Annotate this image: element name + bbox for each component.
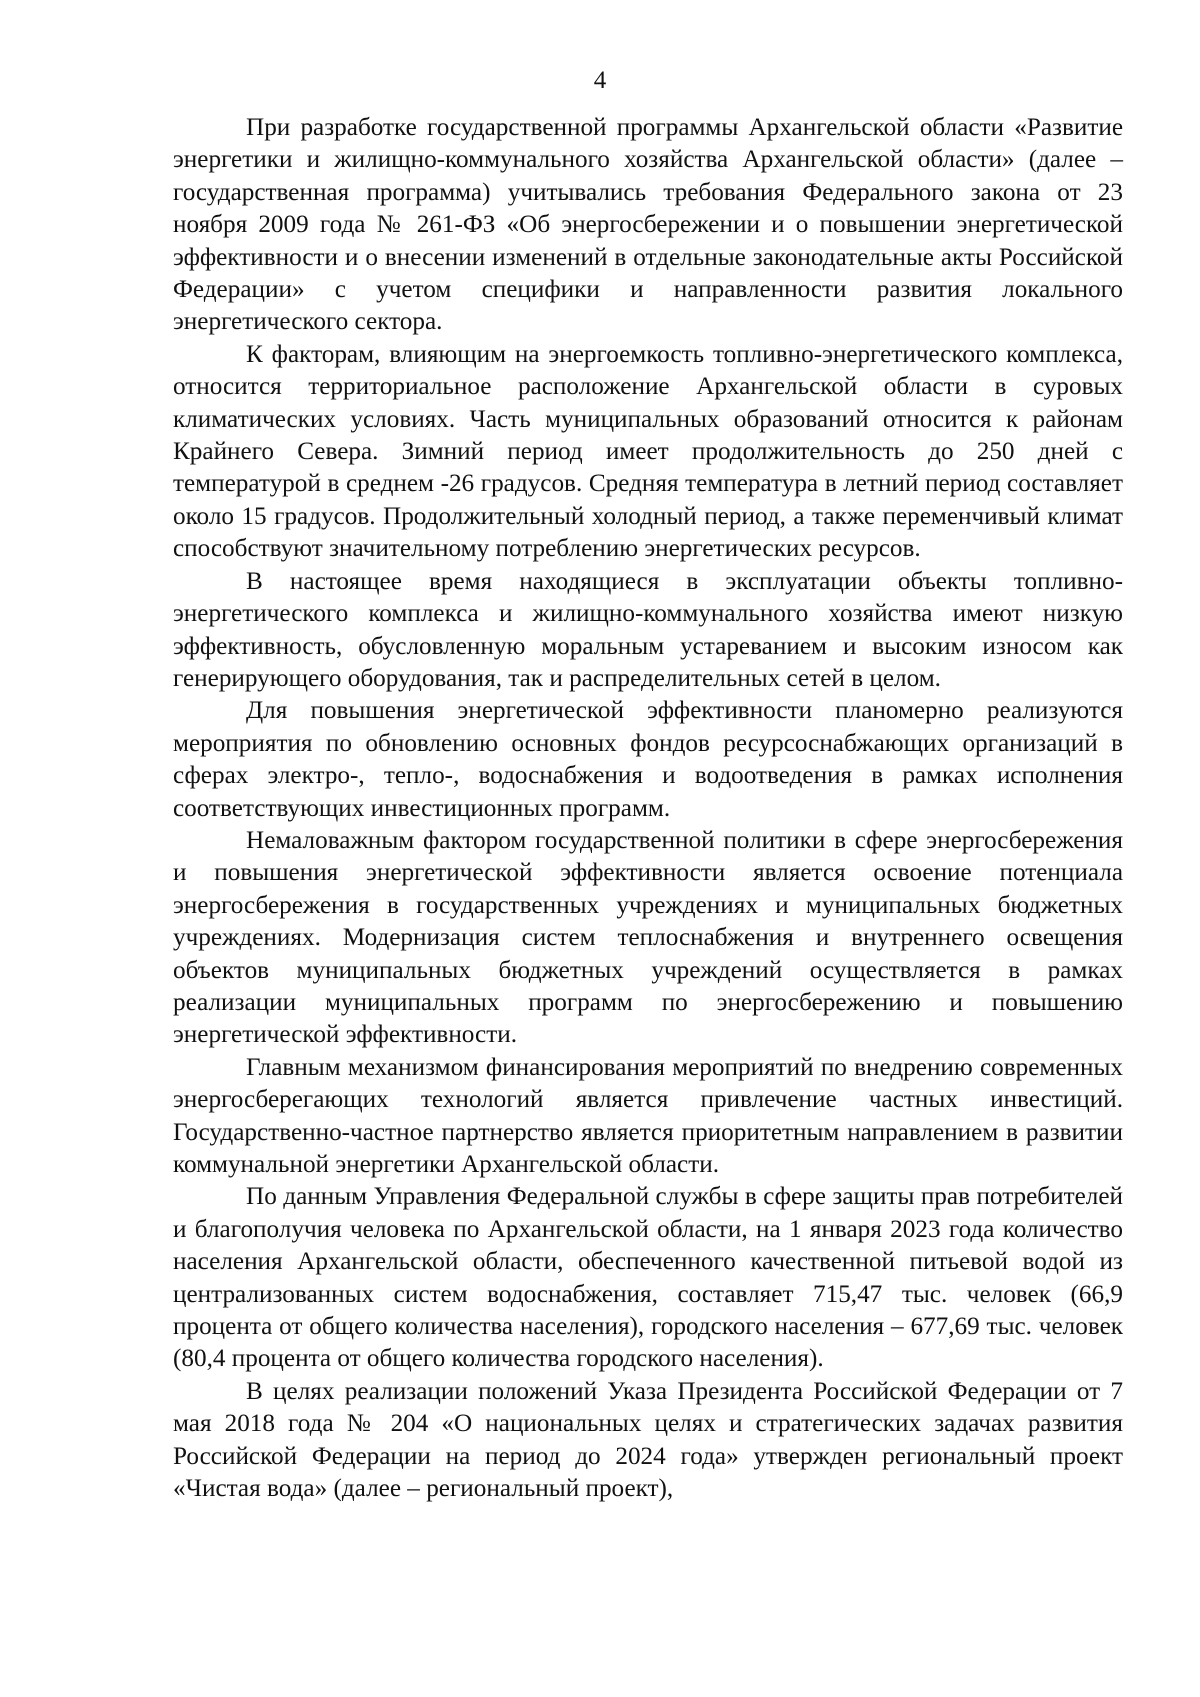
paragraph-infrastructure-wear: В настоящее время находящиеся в эксплуатации объекты топливно-энергетического комплекса и жилищно-коммунального хозяйства имеют низкую эффективность, обусловленную моральным устареванием и высоким износом как генерирующего оборудования, так и распределительных сетей в целом. — [173, 567, 1123, 692]
paragraph-efficiency-measures: Для повышения энергетической эффективности планомерно реализуются мероприятия по обновлению основных фондов ресурсоснабжающих организаций в сферах электро-, тепло-, водоснабжения и водоотведения в рамках исполнения соответствующих инвестиционных программ. — [173, 697, 1123, 822]
paragraph-climate-factors: К факторам, влияющим на энергоемкость топливно-энергетического комплекса, относится территориальное расположение Архангельской области в суровых климатических условиях. Часть муниципальных образований относится к районам Крайнего Севера. Зимний период имеет продолжительность до 250 дней с температурой в среднем -26 градусов. Средняя температура в летний период составляет около 15 градусов. Продолжительный холодный период, а также переменчивый климат способствуют значительному потреблению энергетических ресурсов. — [173, 340, 1123, 563]
paragraph-clean-water-project: В целях реализации положений Указа Президента Российской Федерации от 7 мая 2018 года № 204 «О национальных целях и стратегических задачах развития Российской Федерации на период до 2024 года» утвержден региональный проект «Чистая вода» (далее – региональный проект), — [173, 1377, 1123, 1503]
paragraph-financing-mechanism: Главным механизмом финансирования мероприятий по внедрению современных энергосберегающих технологий является привлечение частных инвестиций. Государственно-частное партнерство является приоритетным направлением в развитии коммунальной энергетики Архангельской области. — [173, 1053, 1123, 1178]
document-body — [173, 112, 1123, 1505]
paragraph-water-supply-data: По данным Управления Федеральной службы в сфере защиты прав потребителей и благополучия человека по Архангельской области, на 1 января 2023 года количество населения Архангельской области, обеспеченного качественной питьевой водой из централизованных систем водоснабжения, составляет 715,47 тыс. человек (66,9 процента от общего количества населения), городского населения – 677,69 тыс. человек (80,4 процента от общего количества городского населения). — [173, 1183, 1123, 1373]
page-number: 4 — [593, 67, 607, 94]
paragraph-program-development: При разработке государственной программы Архангельской области «Развитие энергетики и жилищно-коммунального хозяйства Архангельской области» (далее – государственная программа) учитывались требования Федерального закона от 23 ноября 2009 года № 261-ФЗ «Об энергосбережении и о повышении энергетической эффективности и о внесении изменений в отдельные законодательные акты Российской Федерации» с учетом специфики и направленности развития локального энергетического сектора. — [173, 114, 1123, 336]
paragraph-energy-saving-policy: Немаловажным фактором государственной политики в сфере энергосбережения и повышения энергетической эффективности является освоение потенциала энергосбережения в государственных учреждениях и муниципальных бюджетных учреждениях. Модернизация систем теплоснабжения и внутреннего освещения объектов муниципальных бюджетных учреждений осуществляется в рамках реализации муниципальных программ по энергосбережению и повышению энергетической эффективности. — [173, 826, 1123, 1049]
